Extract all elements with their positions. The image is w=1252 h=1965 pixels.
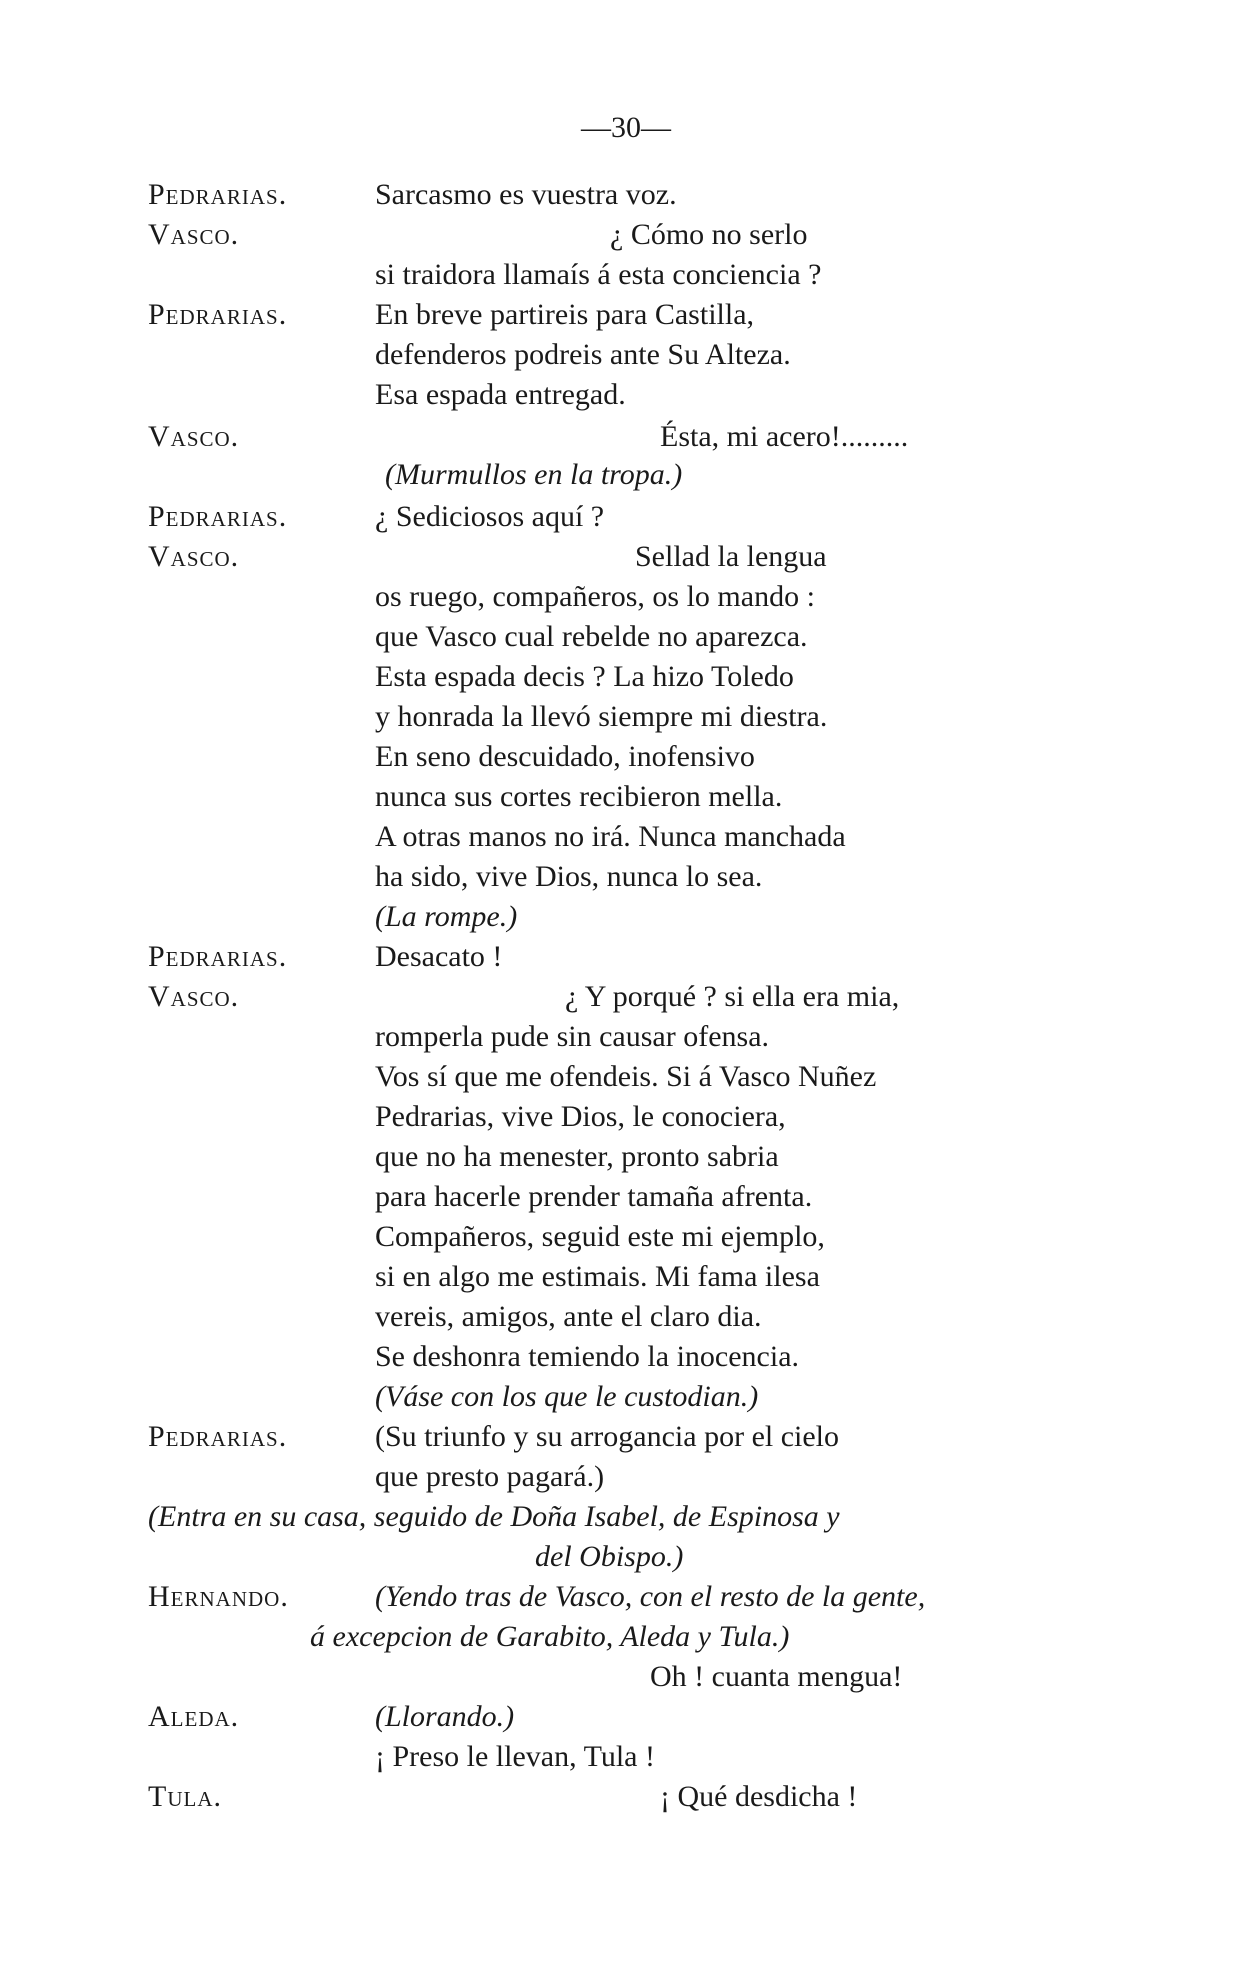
stage-direction: (Llorando.): [375, 1700, 515, 1733]
stage-direction: (La rompe.): [375, 900, 518, 933]
speaker-name: Pedrarias.: [148, 1420, 288, 1453]
verse-text: Esta espada decis ? La hizo Toledo: [375, 660, 794, 693]
verse-text: ha sido, vive Dios, nunca lo sea.: [375, 860, 763, 893]
verse-text: Desacato !: [375, 940, 503, 973]
page-number: —30—: [581, 111, 671, 144]
speaker-name: Vasco.: [148, 420, 240, 453]
verse-text: Sellad la lengua: [635, 540, 827, 573]
verse-text: En breve partireis para Castilla,: [375, 298, 755, 331]
verse-text: Ésta, mi acero!.........: [660, 420, 909, 453]
verse-text: A otras manos no irá. Nunca manchada: [375, 820, 846, 853]
verse-text: Compañeros, seguid este mi ejemplo,: [375, 1220, 825, 1253]
verse-text: romperla pude sin causar ofensa.: [375, 1020, 770, 1053]
verse-text: si traidora llamaís á esta conciencia ?: [375, 258, 822, 291]
speaker-name: Vasco.: [148, 540, 240, 573]
verse-text: (Su triunfo y su arrogancia por el cielo: [375, 1420, 840, 1453]
verse-text: que Vasco cual rebelde no aparezca.: [375, 620, 808, 653]
speaker-name: Aleda.: [148, 1700, 240, 1733]
verse-text: que presto pagará.): [375, 1460, 605, 1493]
verse-text: Oh ! cuanta mengua!: [650, 1660, 903, 1693]
verse-text: En seno descuidado, inofensivo: [375, 740, 755, 773]
speaker-name: Pedrarias.: [148, 178, 288, 211]
verse-text: ¡ Preso le llevan, Tula !: [375, 1740, 655, 1773]
verse-text: para hacerle prender tamaña afrenta.: [375, 1180, 813, 1213]
verse-text: si en algo me estimais. Mi fama ilesa: [375, 1260, 820, 1293]
speaker-name: Pedrarias.: [148, 500, 288, 533]
verse-text: ¿ Cómo no serlo: [610, 218, 808, 251]
stage-direction: á excepcion de Garabito, Aleda y Tula.): [310, 1620, 790, 1653]
verse-text: ¿ Sediciosos aquí ?: [375, 500, 605, 533]
verse-text: Se deshonra temiendo la inocencia.: [375, 1340, 800, 1373]
speaker-name: Vasco.: [148, 218, 240, 251]
verse-text: Pedrarias, vive Dios, le conociera,: [375, 1100, 786, 1133]
speaker-name: Hernando.: [148, 1580, 289, 1613]
verse-text: Sarcasmo es vuestra voz.: [375, 178, 677, 211]
stage-direction: (Entra en su casa, seguido de Doña Isabel, de Espinosa y: [148, 1500, 840, 1533]
verse-text: defenderos podreis ante Su Alteza.: [375, 338, 791, 371]
stage-direction: del Obispo.): [535, 1540, 684, 1573]
stage-direction: (Murmullos en la tropa.): [385, 458, 683, 491]
stage-direction: (Yendo tras de Vasco, con el resto de la gente,: [375, 1580, 926, 1613]
verse-text: Esa espada entregad.: [375, 378, 626, 411]
stage-direction: (Váse con los que le custodian.): [375, 1380, 759, 1413]
speaker-name: Tula.: [148, 1780, 222, 1813]
verse-text: que no ha menester, pronto sabria: [375, 1140, 779, 1173]
speaker-name: Pedrarias.: [148, 940, 288, 973]
speaker-name: Vasco.: [148, 980, 240, 1013]
speaker-name: Pedrarias.: [148, 298, 288, 331]
verse-text: nunca sus cortes recibieron mella.: [375, 780, 783, 813]
verse-text: ¡ Qué desdicha !: [660, 1780, 858, 1813]
verse-text: os ruego, compañeros, os lo mando :: [375, 580, 815, 613]
verse-text: ¿ Y porqué ? si ella era mia,: [565, 980, 900, 1013]
verse-text: vereis, amigos, ante el claro dia.: [375, 1300, 762, 1333]
verse-text: y honrada la llevó siempre mi diestra.: [375, 700, 828, 733]
verse-text: Vos sí que me ofendeis. Si á Vasco Nuñez: [375, 1060, 877, 1093]
